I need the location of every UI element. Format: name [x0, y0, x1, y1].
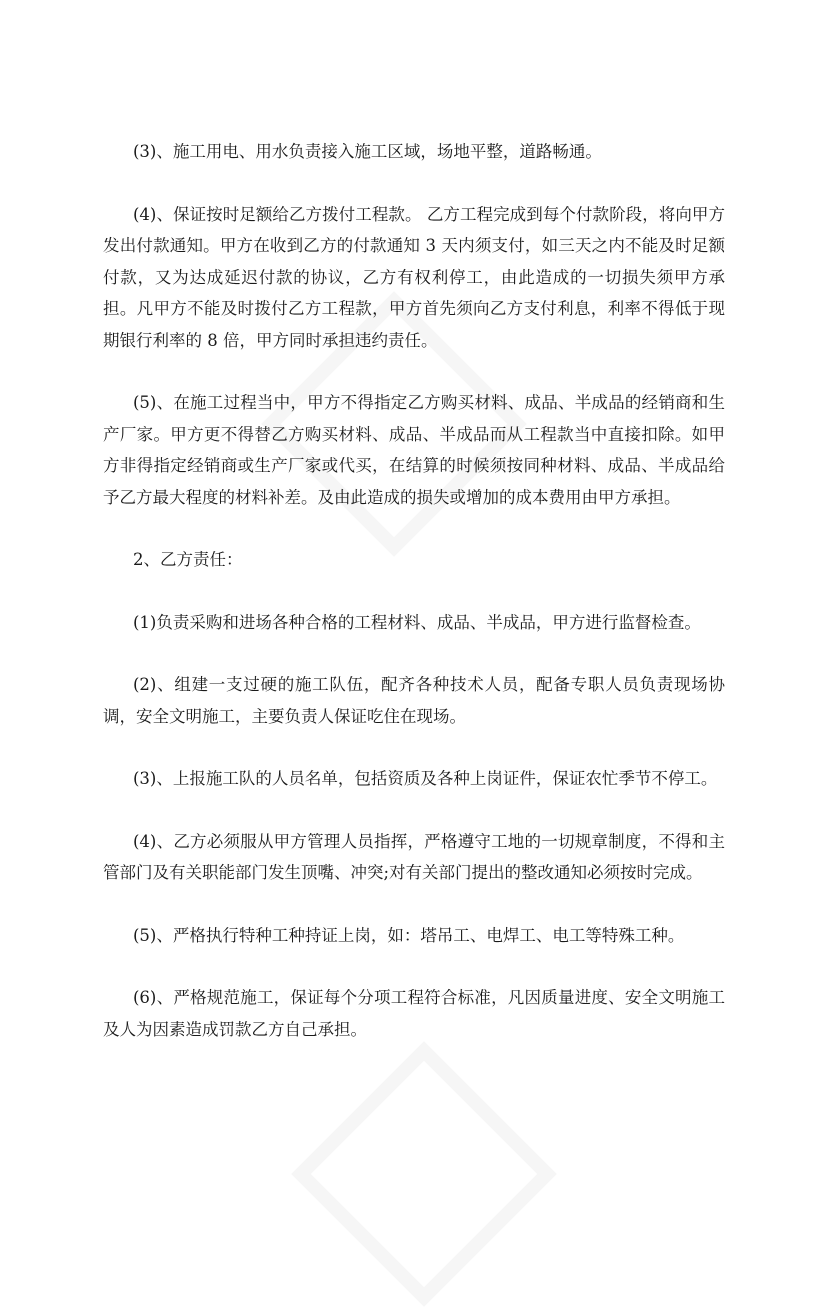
paragraph-line: 及人为因素造成罚款乙方自己承担。 — [103, 1019, 367, 1039]
paragraph — [103, 544, 725, 576]
paragraph — [103, 920, 725, 952]
paragraph — [103, 387, 725, 513]
paragraph-line: (2)、组建一支过硬的施工队伍，配齐各种技术人员，配备专职人员负责现场协 — [133, 675, 725, 694]
document-body — [103, 136, 725, 1076]
paragraph-line: 予乙方最大程度的材料补差。及由此造成的损失或增加的成本费用由甲方承担。 — [103, 487, 681, 507]
paragraph-line: (4)、乙方必须服从甲方管理人员指挥，严格遵守工地的一切规章制度，不得和主 — [133, 831, 725, 851]
watermark — [291, 1041, 557, 1307]
paragraph-line: 方非得指定经销商或生产厂家或代买，在结算的时候须按同种材料、成品、半成品给 — [103, 456, 725, 475]
paragraph-line: 发出付款通知。甲方在收到乙方的付款通知 3 天内须支付，如三天之内不能及时足额 — [103, 236, 725, 255]
paragraph — [103, 826, 725, 889]
paragraph-line: (1)负责采购和进场各种合格的工程材料、成品、半成品，甲方进行监督检查。 — [133, 612, 701, 632]
paragraph-line: 期银行利率的 8 倍，甲方同时承担违约责任。 — [103, 330, 438, 350]
paragraph-line: 产厂家。甲方更不得替乙方购买材料、成品、半成品而从工程款当中直接扣除。如甲 — [103, 424, 725, 444]
paragraph — [103, 607, 725, 639]
paragraph-line: 管部门及有关职能部门发生顶嘴、冲突;对有关部门提出的整改通知必须按时完成。 — [103, 863, 703, 882]
paragraph — [103, 199, 725, 357]
paragraph-line: 担。凡甲方不能及时拨付乙方工程款，甲方首先须向乙方支付利息，利率不得低于现 — [103, 299, 725, 318]
paragraph-line: (5)、在施工过程当中，甲方不得指定乙方购买材料、成品、半成品的经销商和生 — [133, 393, 725, 412]
paragraph — [103, 136, 725, 168]
paragraph-line: 调，安全文明施工，主要负责人保证吃住在现场。 — [103, 706, 466, 726]
paragraph — [103, 763, 725, 795]
paragraph-line: (6)、严格规范施工，保证每个分项工程符合标准，凡因质量进度、安全文明施工 — [133, 988, 725, 1007]
paragraph — [103, 982, 725, 1045]
paragraph-line: (5)、严格执行特种工种持证上岗，如：塔吊工、电焊工、电工等特殊工种。 — [133, 925, 685, 945]
paragraph — [103, 669, 725, 732]
paragraph-line: 付款，又为达成延迟付款的协议，乙方有权利停工，由此造成的一切损失须甲方承 — [103, 267, 725, 287]
paragraph-line: (4)、保证按时足额给乙方拨付工程款。 乙方工程完成到每个付款阶段，将向甲方 — [133, 204, 725, 224]
paragraph-line: (3)、上报施工队的人员名单，包括资质及各种上岗证件，保证农忙季节不停工。 — [133, 769, 718, 788]
paragraph-line: (3)、施工用电、用水负责接入施工区域，场地平整，道路畅通。 — [133, 142, 602, 161]
paragraph-line: 2、乙方责任： — [133, 550, 243, 569]
